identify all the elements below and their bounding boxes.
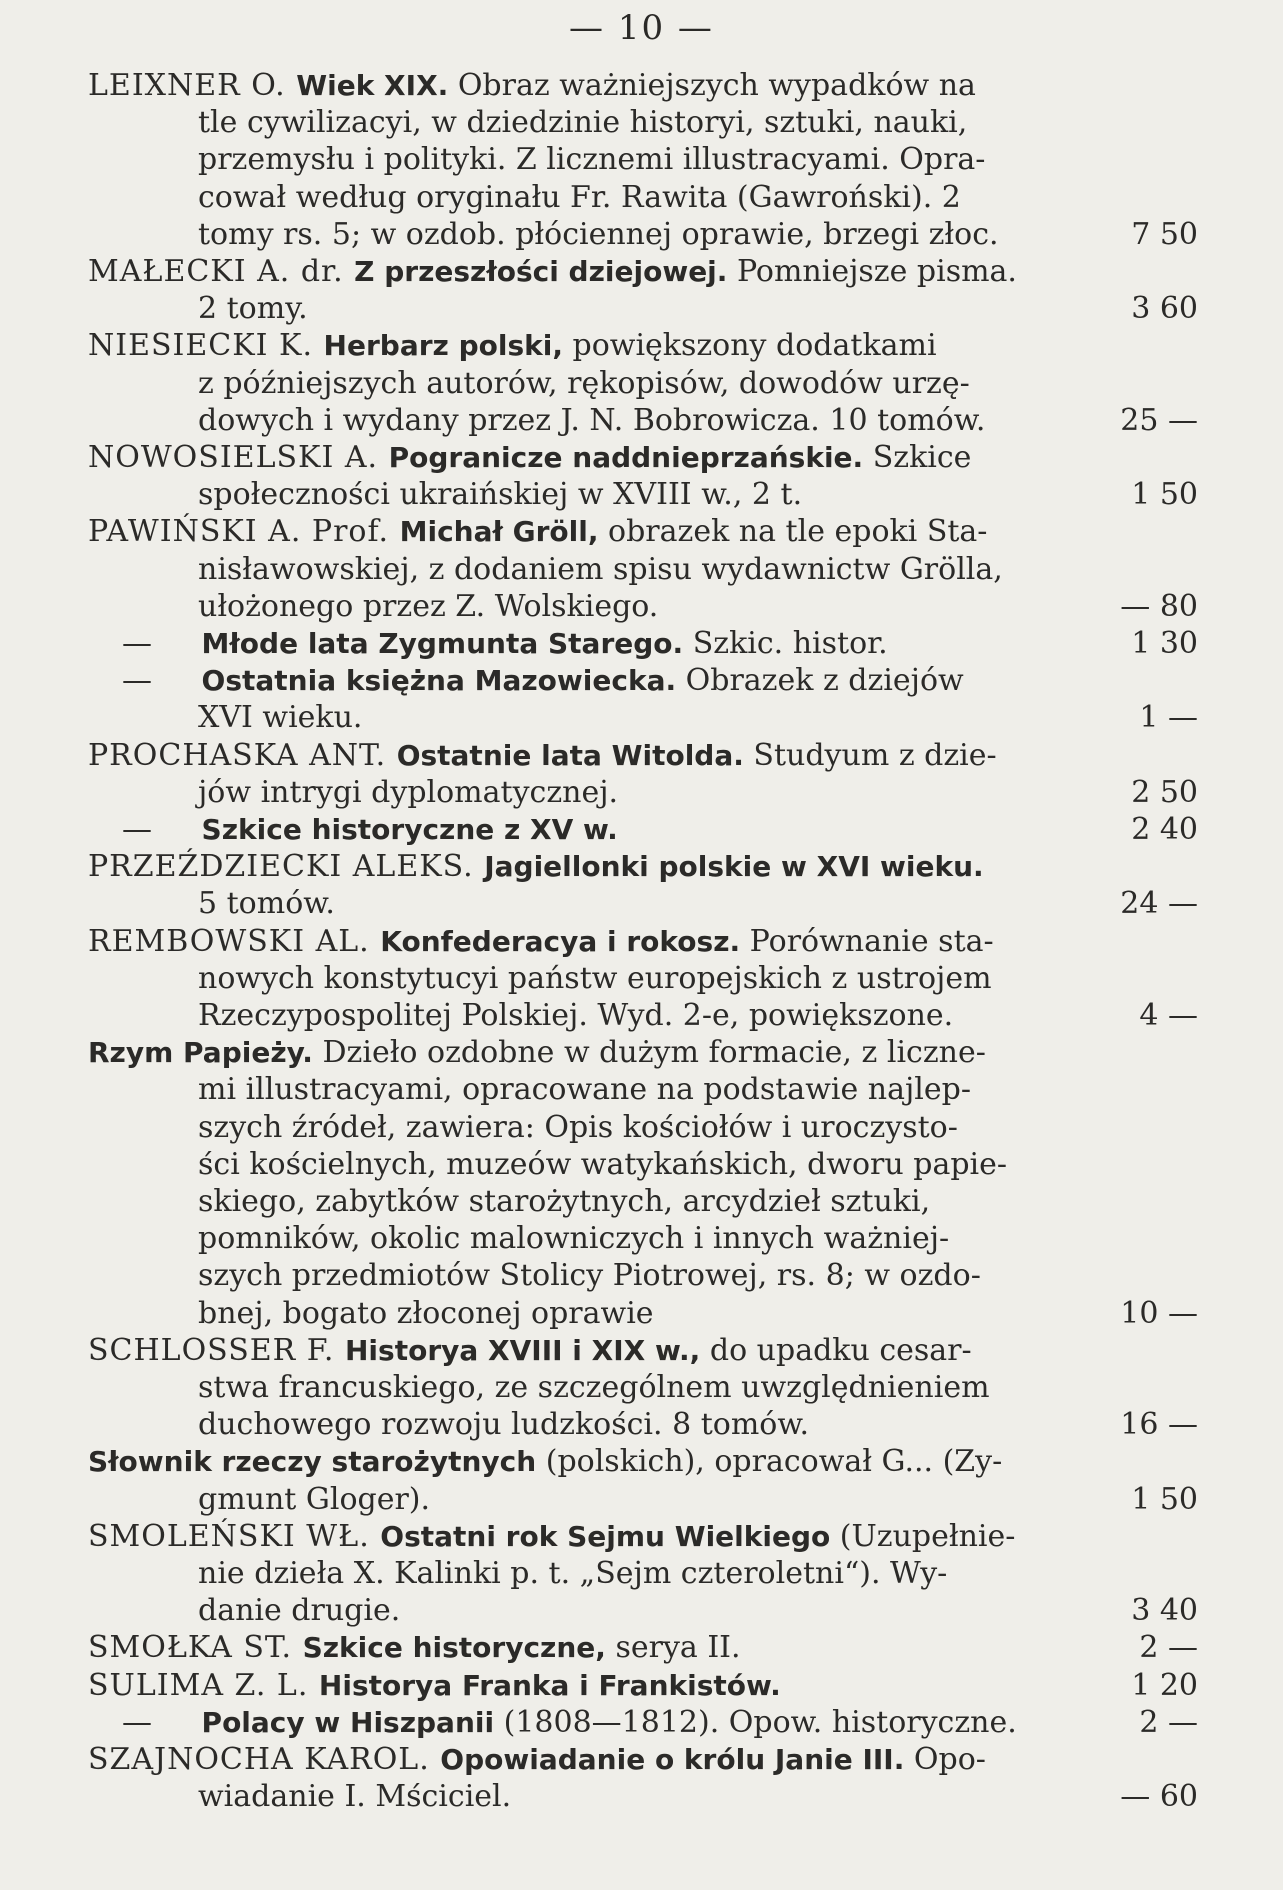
author-name: SZAJNOCHA KAROL.: [88, 1742, 441, 1777]
entry-continuation-line: [198, 961, 992, 997]
price: 1 —: [1139, 700, 1198, 736]
author-name: REMBOWSKI AL.: [88, 923, 381, 959]
entry-continuation-line: [198, 1482, 430, 1518]
entry-first-line: [88, 514, 987, 550]
price: 3 60: [1131, 291, 1198, 327]
entry-text: cował według oryginału Fr. Rawita (Gawroński). 2: [198, 179, 961, 215]
price: 1 50: [1131, 1481, 1198, 1517]
entry-text: społeczności ukraińskiej w XVIII w., 2 t.: [198, 477, 803, 513]
entry-text: stwa francuskiego, ze szczególnem uwzględnieniem: [198, 1370, 990, 1405]
entry-first-line: [88, 440, 971, 476]
entry-first-line: [88, 254, 1017, 290]
price: 16 —: [1120, 1407, 1198, 1443]
entry-text: 2 tomy.: [198, 291, 308, 327]
entry-text: (polskich), opracował G... (Zy-: [536, 1444, 1003, 1480]
price: 24 —: [1120, 886, 1198, 922]
entry-text: bnej, bogato złoconej oprawie: [198, 1295, 654, 1331]
entry-continuation-line: [198, 217, 999, 253]
author-name: —: [122, 663, 164, 699]
entry-continuation-line: [198, 552, 1003, 588]
book-title: Ostatnie lata Witolda.: [396, 738, 744, 772]
price: 25 —: [1120, 402, 1198, 438]
entry-text: 5 tomów.: [198, 886, 335, 922]
price: 2 —: [1139, 1630, 1198, 1666]
book-title: Wiek XIX.: [296, 69, 449, 102]
entry-text: Opo-: [904, 1742, 986, 1777]
author-name: SMOŁKA ST.: [88, 1630, 303, 1666]
entry-first-line: [122, 626, 888, 662]
entry-continuation-line: [198, 366, 970, 402]
entry-continuation-line: [198, 1370, 990, 1406]
entry-first-line: [88, 849, 984, 885]
entry-continuation-line: [198, 1593, 400, 1629]
price: 4 —: [1139, 998, 1198, 1033]
entry-continuation-line: [198, 403, 985, 439]
author-name: SMOLEŃSKI WŁ.: [88, 1518, 381, 1554]
book-title: Szkice historyczne,: [302, 1631, 606, 1665]
entry-continuation-line: [198, 180, 961, 216]
entry-continuation-line: [198, 775, 618, 811]
entry-text: szych źródeł, zawiera: Opis kościołów i uroczysto-: [198, 1109, 958, 1145]
entry-continuation-line: [198, 998, 953, 1034]
price: 1 20: [1131, 1667, 1198, 1703]
entry-text: XVI wieku.: [198, 700, 363, 736]
entry-continuation-line: [198, 1110, 958, 1146]
entry-text: Porównanie sta-: [740, 923, 994, 959]
entry-continuation-line: [198, 142, 985, 178]
author-name: LEIXNER O.: [88, 68, 297, 103]
entry-continuation-line: [198, 1779, 511, 1815]
entry-text: serya II.: [605, 1630, 741, 1666]
price: 2 50: [1131, 774, 1198, 810]
entry-text: Obraz ważniejszych wypadków na: [448, 68, 976, 103]
entry-first-line: [122, 1705, 1017, 1741]
book-title: Z przeszłości dziejowej.: [354, 255, 728, 288]
entry-first-line: [88, 924, 994, 960]
entry-first-line: [88, 1630, 741, 1666]
price: — 80: [1120, 588, 1198, 624]
book-title: Ostatni rok Sejmu Wielkiego: [380, 1519, 831, 1553]
entry-text: Obrazek z dziejów: [676, 663, 964, 699]
entry-continuation-line: [198, 1184, 930, 1220]
book-title: Historya XVIII i XIX w.,: [345, 1333, 701, 1367]
entry-text: pomników, okolic malowniczych i innych ważniej-: [198, 1221, 950, 1257]
price: 7 50: [1131, 216, 1198, 252]
entry-text: szych przedmiotów Stolicy Piotrowej, rs. 8; w ozdo-: [198, 1258, 981, 1294]
entry-text: tle cywilizacyi, w dziedzinie historyi, sztuki, nauki,: [198, 105, 968, 141]
entry-continuation-line: [198, 1296, 654, 1332]
entry-text: ści kościelnych, muzeów watykańskich, dworu papie-: [198, 1146, 1008, 1182]
author-name: —: [122, 626, 164, 661]
entry-text: ułożonego przez Z. Wolskiego.: [198, 588, 659, 624]
entry-text: powiększony dodatkami: [562, 328, 937, 364]
book-title: Jagiellonki polskie w XVI wieku.: [484, 850, 984, 884]
entry-text: mi illustracyami, opracowane na podstawie najlep-: [198, 1072, 971, 1108]
entry-text: obrazek na tle epoki Sta-: [598, 514, 988, 550]
entry-continuation-line: [198, 1072, 971, 1108]
author-name: NOWOSIELSKI A.: [88, 440, 389, 475]
author-name: PRZEŹDZIECKI ALEKS.: [88, 849, 485, 885]
price: 2 —: [1139, 1704, 1198, 1740]
entry-first-line: [122, 663, 964, 699]
author-name: NIESIECKI K.: [88, 328, 324, 364]
entry-continuation-line: [198, 1258, 981, 1294]
entry-first-line: [88, 328, 937, 364]
entry-continuation-line: [198, 700, 362, 736]
entry-text: wiadanie I. Mściciel.: [198, 1779, 512, 1815]
entry-first-line: [88, 68, 976, 104]
entry-text: do upadku cesar-: [700, 1332, 972, 1368]
entry-continuation-line: [198, 589, 658, 625]
book-title: Opowiadanie o królu Janie III.: [440, 1743, 905, 1776]
entry-text: nisławowskiej, z dodaniem spisu wydawnictw Grölla,: [198, 551, 1003, 587]
author-name: —: [122, 812, 164, 847]
entry-continuation-line: [198, 1556, 947, 1592]
book-title: Historya Franka i Frankistów.: [318, 1668, 781, 1702]
entry-continuation-line: [198, 1407, 809, 1443]
entry-text: nowych konstytucyi państw europejskich z ustrojem: [198, 960, 992, 996]
price: 10 —: [1120, 1295, 1198, 1331]
entry-text: danie drugie.: [198, 1593, 401, 1629]
author-name: MAŁECKI A. dr.: [88, 254, 355, 289]
entry-text: (Uzupełnie-: [830, 1518, 1016, 1554]
entry-first-line: [88, 1668, 781, 1704]
entry-continuation-line: [198, 1221, 949, 1257]
book-title: Ostatnia księżna Mazowiecka.: [201, 664, 677, 698]
price: 3 40: [1131, 1593, 1198, 1629]
book-title: Rzym Papieży.: [88, 1036, 313, 1070]
entry-first-line: [88, 1742, 986, 1778]
entry-first-line: [88, 1519, 1015, 1555]
book-title: Słownik rzeczy starożytnych: [88, 1445, 537, 1479]
book-title: Konfederacya i rokosz.: [380, 924, 741, 958]
page-number: — 10 —: [569, 8, 714, 48]
price: 1 30: [1131, 626, 1198, 661]
entry-text: jów intrygi dyplomatycznej.: [198, 774, 619, 810]
entry-text: Studyum z dzie-: [743, 737, 997, 773]
entry-text: Rzeczypospolitej Polskiej. Wyd. 2-e, powiększone.: [198, 998, 954, 1033]
entry-text: przemysłu i polityki. Z licznemi illustracyami. Opra-: [198, 142, 986, 178]
entry-text: (1808—1812). Opow. historyczne.: [494, 1704, 1017, 1740]
entry-first-line: [122, 812, 618, 848]
price: 1 50: [1131, 477, 1198, 513]
entry-first-line: [88, 1444, 1002, 1480]
author-name: PROCHASKA ANT.: [88, 737, 397, 773]
author-name: —: [122, 1704, 164, 1740]
book-title: Herbarz polski,: [323, 329, 563, 363]
entry-text: Szkice: [863, 440, 972, 475]
book-title: Pogranicze naddnieprzańskie.: [388, 441, 864, 474]
author-name: SULIMA Z. L.: [88, 1667, 319, 1703]
entry-text: skiego, zabytków starożytnych, arcydzieł sztuki,: [198, 1184, 931, 1219]
author-name: PAWIŃSKI A. Prof.: [88, 514, 400, 550]
book-title: Michał Gröll,: [399, 515, 599, 549]
entry-text: tomy rs. 5; w ozdob. płóciennej oprawie, brzegi złoc.: [198, 216, 999, 252]
book-title: Szkice historyczne z XV w.: [201, 813, 618, 846]
entry-text: gmunt Gloger).: [198, 1481, 431, 1517]
entry-text: Pomniejsze pisma.: [727, 254, 1017, 289]
entry-continuation-line: [198, 1147, 1007, 1183]
entry-first-line: [88, 1333, 972, 1369]
entry-continuation-line: [198, 291, 308, 327]
entry-text: Dzieło ozdobne w dużym formacie, z liczne-: [312, 1035, 986, 1071]
entry-first-line: [88, 738, 997, 774]
entry-text: Szkic. histor.: [683, 626, 888, 661]
entry-text: nie dzieła X. Kalinki p. t. „Sejm czteroletni“). Wy-: [198, 1556, 948, 1591]
entry-continuation-line: [198, 886, 335, 922]
book-title: Polacy w Hiszpanii: [201, 1705, 495, 1739]
author-name: SCHLOSSER F.: [88, 1332, 345, 1368]
entry-first-line: [88, 1035, 986, 1071]
entry-continuation-line: [198, 477, 802, 513]
price: — 60: [1120, 1779, 1198, 1815]
entry-continuation-line: [198, 105, 967, 141]
price: 2 40: [1131, 812, 1198, 847]
entry-text: duchowego rozwoju ludzkości. 8 tomów.: [198, 1407, 809, 1443]
entry-text: dowych i wydany przez J. N. Bobrowicza. 10 tomów.: [198, 402, 986, 438]
entry-text: z późniejszych autorów, rękopisów, dowodów urzę-: [198, 365, 970, 401]
book-title: Młode lata Zygmunta Starego.: [201, 627, 684, 660]
